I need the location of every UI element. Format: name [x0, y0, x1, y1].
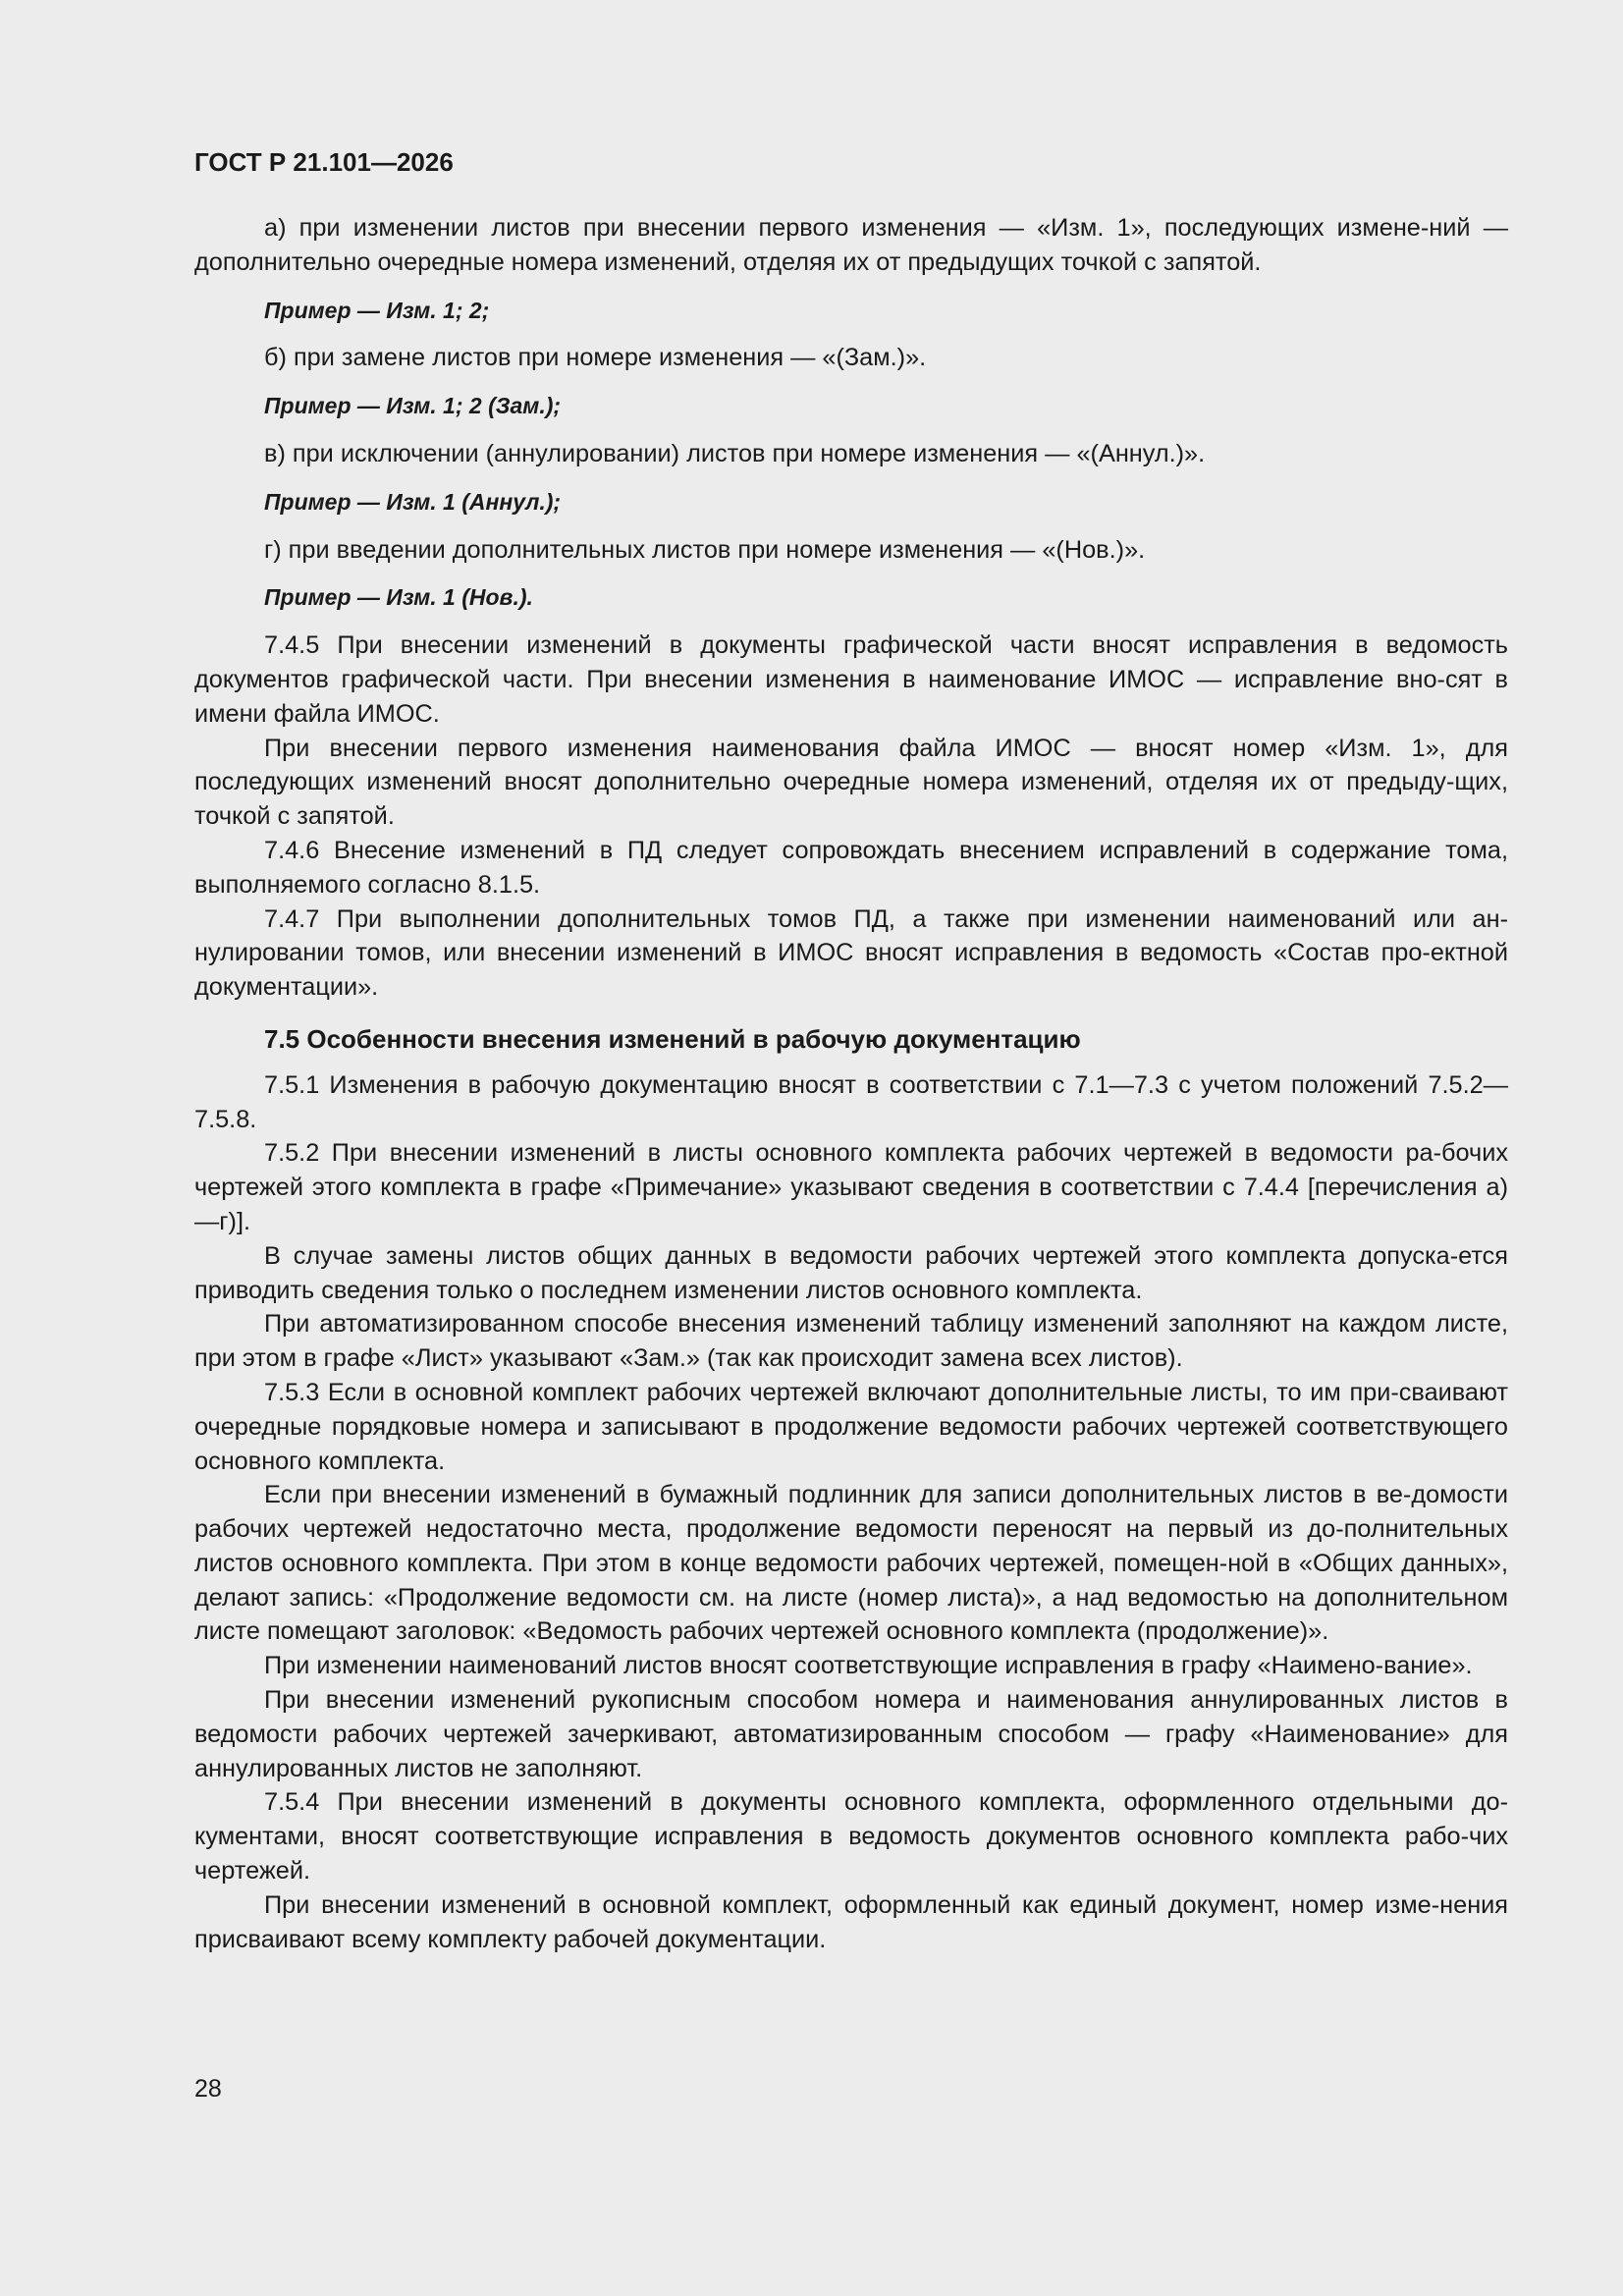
paragraph-7-5-2-automated: При автоматизированном способе внесения изменений таблицу изменений заполняют на каждом листе, при этом в графе «Лист» указывают «Зам.» (так как происходит замена всех листов).: [194, 1310, 1508, 1373]
paragraph-7-4-5: 7.4.5 При внесении изменений в документы графической части вносят исправления в ведомость документов графической части. При внесении изменения в наименование ИМОС — исправление вно-сят в имени файла ИМОС.: [194, 631, 1508, 728]
example-a: Пример — Изм. 1; 2;: [264, 297, 490, 323]
paragraph-list-item-v: в) при исключении (аннулировании) листов при номере изменения — «(Аннул.)».: [264, 439, 1206, 467]
paragraph-7-5-2: 7.5.2 При внесении изменений в листы основного комплекта рабочих чертежей в ведомости ра-бочих чертежей этого комплекта в графе «Примечание» указывают сведения в соответствии с 7.4.4 [перечисления а)—г)].: [194, 1139, 1508, 1235]
paragraph-list-item-b: б) при замене листов при номере изменения — «(Зам.)».: [264, 344, 927, 372]
paragraph-7-4-5-continued: При внесении первого изменения наименования файла ИМОС — вносят номер «Изм. 1», для последующих изменений вносят дополнительно очередные номера изменений, отделяя их от предыду-щих, точкой с запятой.: [194, 734, 1508, 831]
paragraph-7-5-3-annulled: При внесении изменений рукописным способом номера и наименования аннулированных листов в ведомости рабочих чертежей зачеркивают, автоматизированным способом — графу «Наименование» для аннулированных листов не заполняют.: [194, 1686, 1508, 1782]
document-header: ГОСТ Р 21.101—2026: [194, 147, 454, 177]
paragraph-7-5-3: 7.5.3 Если в основной комплект рабочих чертежей включают дополнительные листы, то им при-сваивают очередные порядковые номера и записывают в продолжение ведомости рабочих чертежей соответствующего основного комплекта.: [194, 1378, 1508, 1475]
paragraph-7-5-3-paper-original: Если при внесении изменений в бумажный подлинник для записи дополнительных листов в ве-домости рабочих чертежей недостаточно места, продолжение ведомости переносят на первый из до-полнительных листов основного комплекта. При этом в конце ведомости рабочих чертежей, помещен-ной в «Общих данных», делают запись: «Продолжение ведомости см. на листе (номер листа)», а над ведомостью на дополнительном листе помещают заголовок: «Ведомость рабочих чертежей основного комплекта (продолжение)».: [194, 1481, 1508, 1646]
document-page: [194, 145, 1508, 1956]
paragraph-7-4-7: 7.4.7 При выполнении дополнительных томов ПД, а также при изменении наименований или ан-нулировании томов, или внесении изменений в ИМОС вносят исправления в ведомость «Состав про-ектной документации».: [194, 904, 1508, 1002]
paragraph-7-5-4: 7.5.4 При внесении изменений в документы основного комплекта, оформленного отдельными до-кументами, вносят соответствующие исправления в ведомость документов основного комплекта рабо-чих чертежей.: [194, 1788, 1508, 1886]
example-g: Пример — Изм. 1 (Нов.).: [264, 584, 533, 611]
paragraph-7-5-2-continued: В случае замены листов общих данных в ведомости рабочих чертежей этого комплекта допуска-ется приводить сведения только о последнем изменении листов основного комплекта.: [194, 1241, 1508, 1304]
example-v: Пример — Изм. 1 (Аннул.);: [264, 488, 562, 515]
example-b: Пример — Изм. 1; 2 (Зам.);: [264, 393, 562, 419]
paragraph-7-4-6: 7.4.6 Внесение изменений в ПД следует сопровождать внесением исправлений в содержание тома, выполняемого согласно 8.1.5.: [194, 836, 1508, 899]
page-number: 28: [194, 2075, 222, 2103]
paragraph-7-5-4-single-document: При внесении изменений в основной комплект, оформленный как единый документ, номер изме-нения присваивают всему комплекту рабочей документации.: [194, 1890, 1508, 1953]
section-heading-7-5: 7.5 Особенности внесения изменений в рабочую документацию: [264, 1023, 1081, 1054]
paragraph-list-item-a: а) при изменении листов при внесении первого изменения — «Изм. 1», последующих измене-ний — дополнительно очередные номера изменений, отделяя их от предыдущих точкой с запятой.: [194, 214, 1508, 276]
paragraph-7-5-1: 7.5.1 Изменения в рабочую документацию вносят в соответствии с 7.1—7.3 с учетом положений 7.5.2—7.5.8.: [194, 1070, 1508, 1133]
paragraph-7-5-3-names: При изменении наименований листов вносят соответствующие исправления в графу «Наимено-вание».: [264, 1652, 1473, 1680]
paragraph-list-item-g: г) при введении дополнительных листов при номере изменения — «(Нов.)».: [264, 535, 1146, 564]
